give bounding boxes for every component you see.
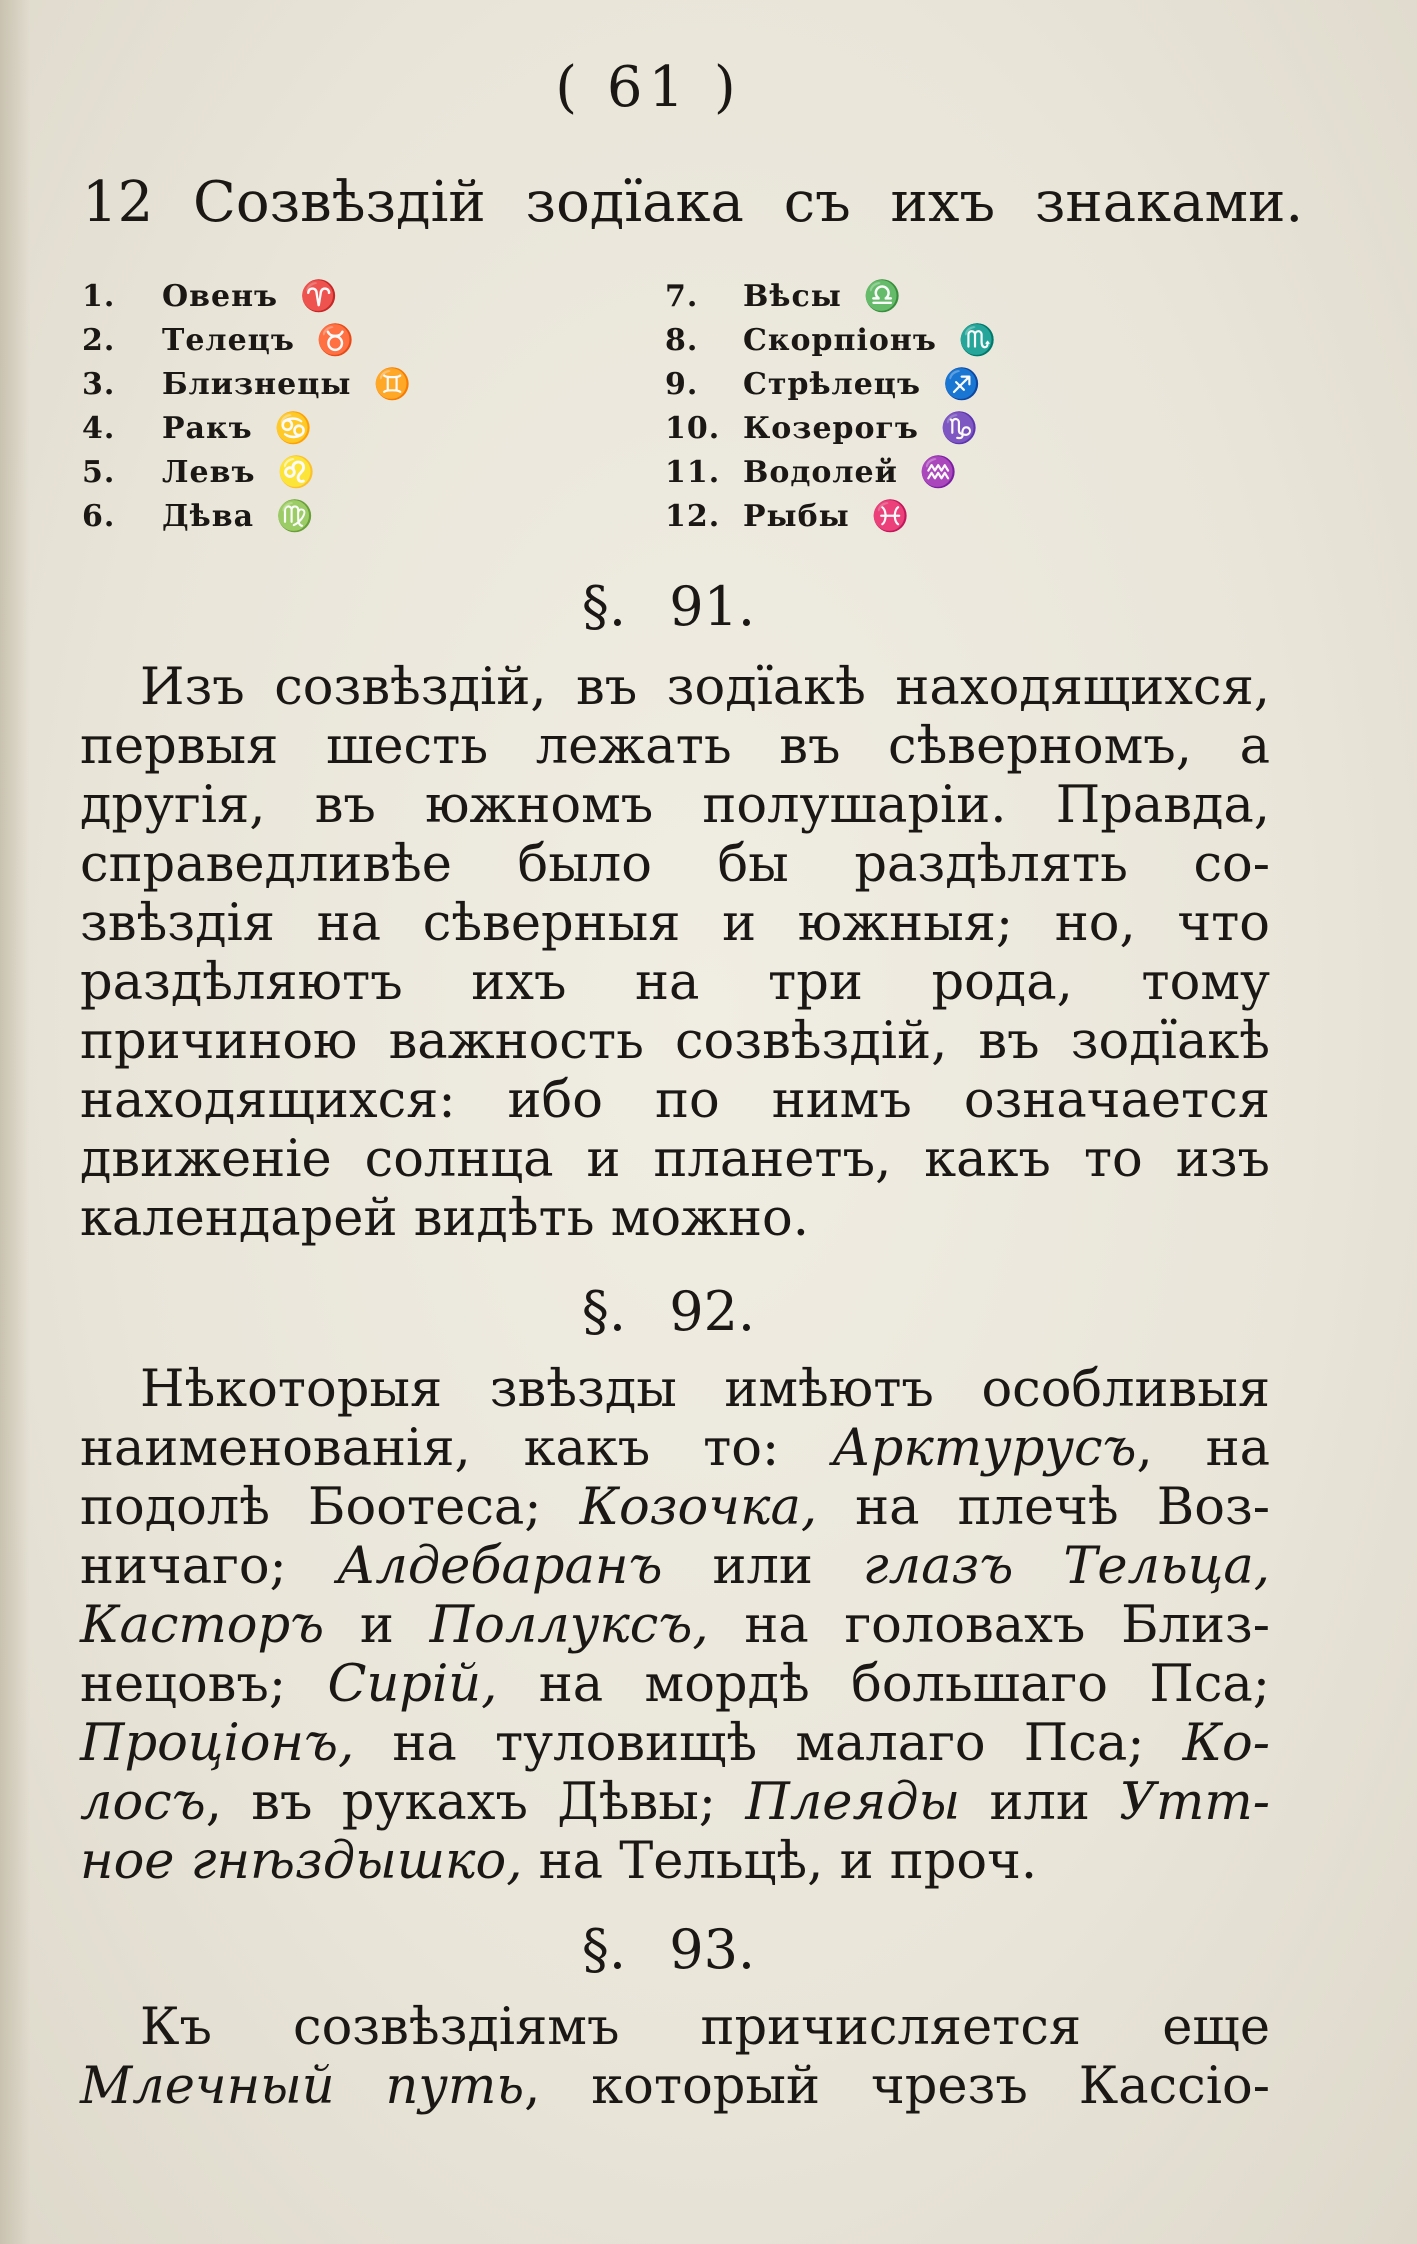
text-line	[80, 1832, 1270, 1891]
zodiac-number: 1.	[82, 279, 116, 314]
text-line: Изъ созвѣздій, въ зодїакѣ находящихся,	[140, 658, 1270, 717]
text-line: звѣздія на сѣверныя и южныя; но, что	[80, 894, 1270, 953]
text-segment: ничаго;	[80, 1537, 337, 1596]
zodiac-number: 9.	[665, 367, 699, 402]
text-line: другія, въ южномъ полушаріи. Правда,	[80, 776, 1270, 835]
zodiac-name: Овенъ	[162, 279, 279, 314]
zodiac-item	[665, 275, 997, 319]
section-93-paragraph	[80, 1998, 1270, 2116]
zodiac-number: 8.	[665, 323, 699, 358]
zodiac-name: Телецъ	[162, 323, 295, 358]
text-segment: нецовъ;	[80, 1655, 328, 1714]
page-number: ( 61 )	[555, 55, 742, 120]
zodiac-number: 7.	[665, 279, 699, 314]
text-segment: , на	[1136, 1419, 1270, 1478]
text-line: календарей видѣть можно.	[80, 1189, 809, 1248]
zodiac-name: Скорпіонъ	[743, 323, 937, 358]
text-segment: на мордѣ большаго Пса;	[497, 1655, 1270, 1714]
zodiac-symbol-icon: ♌	[277, 455, 316, 490]
zodiac-item	[665, 319, 997, 363]
zodiac-name: Вѣсы	[743, 279, 842, 314]
star-name-italic: Ко-	[1182, 1714, 1270, 1773]
zodiac-item	[665, 363, 997, 407]
section-91-paragraph	[80, 658, 1270, 1248]
zodiac-symbol-icon: ♍	[276, 499, 315, 534]
zodiac-name: Водолей	[743, 455, 898, 490]
text-segment: или	[960, 1773, 1120, 1832]
zodiac-symbol-icon: ♑	[940, 411, 980, 446]
zodiac-item	[82, 451, 412, 495]
text-segment: , который чрезъ Кассіо-	[524, 2057, 1270, 2116]
text-line	[80, 1596, 1270, 1655]
star-name-italic: Млечный путь	[80, 2057, 525, 2116]
zodiac-number: 4.	[82, 411, 116, 446]
text-line	[80, 1419, 1270, 1478]
zodiac-symbol-icon: ♋	[274, 411, 314, 446]
text-line	[80, 1655, 1270, 1714]
zodiac-item	[665, 451, 997, 495]
zodiac-symbol-icon: ♈	[300, 279, 339, 314]
star-name-italic: Сирій,	[327, 1655, 498, 1714]
text-segment: наименованія, какъ то:	[80, 1419, 833, 1478]
text-segment: или	[662, 1537, 863, 1596]
zodiac-symbol-icon: ♒	[919, 455, 959, 490]
zodiac-number: 6.	[82, 499, 116, 534]
text-line: причиною важность созвѣздій, въ зодїакѣ	[80, 1012, 1270, 1071]
zodiac-list-left	[82, 275, 412, 539]
zodiac-number: 11.	[665, 455, 721, 490]
star-name-italic: Арктурусъ	[832, 1419, 1137, 1478]
text-line: справедливѣе было бы раздѣлять со-	[80, 835, 1270, 894]
zodiac-symbol-icon: ♎	[863, 279, 903, 314]
text-line: находящихся: ибо по нимъ означается	[80, 1071, 1270, 1130]
zodiac-number: 10.	[665, 411, 721, 446]
zodiac-number: 5.	[82, 455, 116, 490]
text-line	[80, 1998, 1270, 2057]
zodiac-number: 2.	[82, 323, 116, 358]
star-name-italic: ное гнѣздышко,	[80, 1832, 523, 1891]
zodiac-item	[665, 407, 997, 451]
zodiac-number: 12.	[665, 499, 721, 534]
zodiac-list-right	[665, 275, 997, 539]
zodiac-symbol-icon: ♊	[373, 367, 412, 402]
text-segment: Нѣкоторыя звѣзды имѣютъ особливыя	[140, 1360, 1270, 1419]
zodiac-name: Ракъ	[162, 411, 253, 446]
text-line	[80, 2057, 1270, 2116]
section-91-title: §. 91.	[581, 575, 756, 638]
text-segment: , въ рукахъ Дѣвы;	[205, 1773, 746, 1832]
zodiac-name: Рыбы	[743, 499, 850, 534]
zodiac-symbol-icon: ♓	[871, 499, 911, 534]
zodiac-name: Левъ	[162, 455, 256, 490]
text-segment: и	[324, 1596, 430, 1655]
zodiac-name: Козерогъ	[743, 411, 919, 446]
star-name-italic: Поллуксъ,	[429, 1596, 709, 1655]
zodiac-number: 3.	[82, 367, 116, 402]
text-line	[80, 1537, 1270, 1596]
text-line	[80, 1714, 1270, 1773]
text-line	[80, 1773, 1270, 1832]
section-92-title: §. 92.	[581, 1280, 756, 1343]
text-line: раздѣляютъ ихъ на три рода, тому	[80, 953, 1270, 1012]
star-name-italic: Козочка,	[579, 1478, 818, 1537]
zodiac-name: Дѣва	[162, 499, 255, 534]
zodiac-item	[82, 407, 412, 451]
zodiac-name: Близнецы	[162, 367, 352, 402]
zodiac-symbol-icon: ♉	[316, 323, 356, 358]
zodiac-symbol-icon: ♐	[942, 367, 982, 402]
text-segment: подолѣ Боотеса;	[80, 1478, 580, 1537]
star-name-italic: Плеяды	[745, 1773, 961, 1832]
star-name-italic: Утт-	[1119, 1773, 1270, 1832]
text-segment: на плечѣ Воз-	[817, 1478, 1270, 1537]
text-line: первыя шесть лежать въ сѣверномъ, а	[80, 717, 1270, 776]
zodiac-name: Стрѣлецъ	[743, 367, 921, 402]
zodiac-item	[82, 319, 412, 363]
zodiac-item	[82, 275, 412, 319]
text-segment: Къ созвѣздіямъ причисляется еще	[140, 1998, 1270, 2057]
zodiac-heading: 12 Созвѣздій зодїака съ ихъ знаками.	[82, 170, 1304, 235]
section-93-title: §. 93.	[581, 1918, 756, 1981]
star-name-italic: Проціонъ,	[80, 1714, 355, 1773]
section-92-paragraph	[80, 1360, 1270, 1891]
text-line: движеніе солнца и планетъ, какъ то изъ	[80, 1130, 1270, 1189]
star-name-italic: лосъ	[80, 1773, 206, 1832]
zodiac-item	[82, 495, 412, 539]
star-name-italic: глазъ Тельца,	[862, 1537, 1270, 1596]
zodiac-symbol-icon: ♏	[958, 323, 998, 358]
text-line	[80, 1478, 1270, 1537]
text-segment: на Тельцѣ, и проч.	[522, 1832, 1038, 1891]
zodiac-item	[82, 363, 412, 407]
text-segment: на туловищѣ малаго Пса;	[354, 1714, 1183, 1773]
text-segment: на головахъ Близ-	[708, 1596, 1270, 1655]
star-name-italic: Касторъ	[80, 1596, 325, 1655]
text-line	[80, 1360, 1270, 1419]
spine-shadow	[0, 0, 30, 2244]
star-name-italic: Алдебаранъ	[336, 1537, 663, 1596]
zodiac-item	[665, 495, 997, 539]
